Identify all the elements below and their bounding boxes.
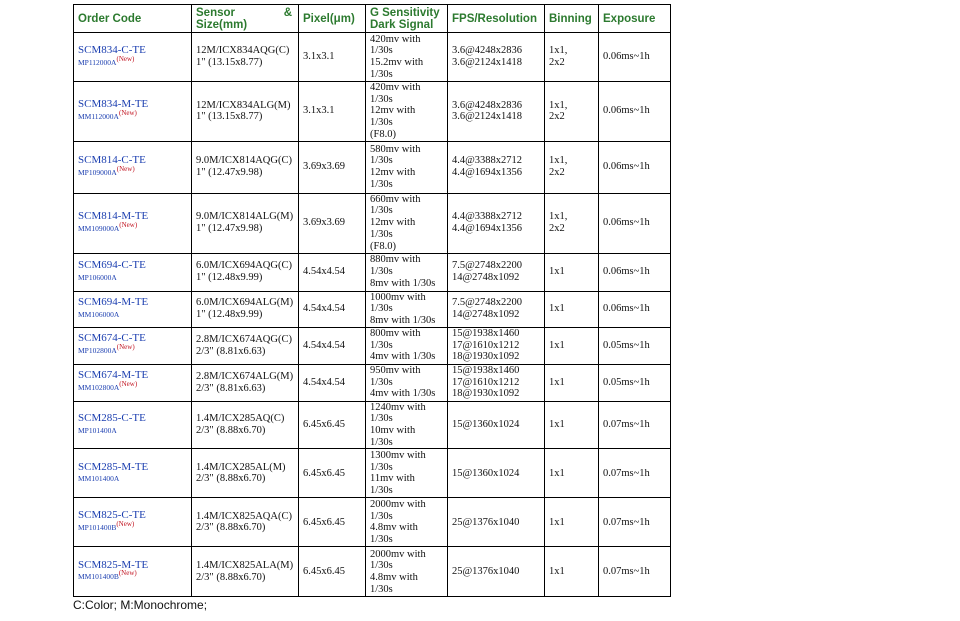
header-binning-label: Binning xyxy=(549,12,592,25)
exposure-cell xyxy=(599,33,671,82)
sensor-line: 2/3" (8.88x6.70) xyxy=(196,522,266,534)
header-sensor xyxy=(192,5,299,33)
sensitivity-line: 1/30s xyxy=(370,155,393,167)
fps-line: 3.6@2124x1418 xyxy=(452,111,523,123)
sensitivity-line: (F8.0) xyxy=(370,128,396,140)
part-number: MM109000A xyxy=(78,223,120,233)
fps-line: 3.6@4248x2836 xyxy=(452,45,523,57)
sensitivity-line: 1/30s xyxy=(370,178,393,190)
sensitivity-line: 12mv with xyxy=(370,105,416,117)
table-row xyxy=(74,193,671,253)
order-code-cell xyxy=(74,364,192,401)
sensitivity-line: 4.8mv with xyxy=(370,571,418,583)
sensitivity-cell xyxy=(366,291,448,327)
exposure-range: 0.05ms~1h xyxy=(603,339,650,351)
fps-line: 17@1610x1212 xyxy=(452,339,520,351)
sensitivity-line: 4mv with 1/30s xyxy=(370,388,436,400)
header-pixel-label: Pixel(μm) xyxy=(303,12,355,25)
sensitivity-line: 11mv with xyxy=(370,473,415,485)
sensitivity-line: 1/30s xyxy=(370,461,393,473)
binning-cell xyxy=(545,547,599,597)
order-code-cell xyxy=(74,291,192,327)
new-badge: (New) xyxy=(119,220,138,229)
binning-cell xyxy=(545,193,599,253)
new-badge: (New) xyxy=(116,54,135,63)
pixel-cell xyxy=(299,82,366,142)
exposure-cell xyxy=(599,547,671,597)
fps-line: 14@2748x1092 xyxy=(452,309,520,321)
fps-line: 4.4@3388x2712 xyxy=(452,155,523,167)
order-code: SCM834-C-TE xyxy=(78,43,146,56)
exposure-range: 0.06ms~1h xyxy=(603,303,650,315)
new-badge: (New) xyxy=(116,519,135,528)
pixel-size: 4.54x4.54 xyxy=(303,266,345,278)
sensor-line: 1" (13.15x8.77) xyxy=(196,111,263,123)
fps-line: 4.4@3388x2712 xyxy=(452,211,523,223)
sensor-cell xyxy=(192,498,299,547)
sensor-line: 2.8M/ICX674AQG(C) xyxy=(196,333,292,345)
sensor-line: 2/3" (8.81x6.63) xyxy=(196,382,266,394)
fps-line: 4.4@1694x1356 xyxy=(452,167,523,179)
header-order-code-label: Order Code xyxy=(78,12,142,25)
sensor-line: 2/3" (8.88x6.70) xyxy=(196,473,266,485)
pixel-cell xyxy=(299,547,366,597)
sensor-line: 9.0M/ICX814AQG(C) xyxy=(196,155,292,167)
sensitivity-line: 1/30s xyxy=(370,583,393,595)
binning-cell xyxy=(545,141,599,193)
fps-cell xyxy=(448,327,545,364)
pixel-size: 3.69x3.69 xyxy=(303,161,345,173)
fps-line: 3.6@4248x2836 xyxy=(452,99,523,111)
sensitivity-line: 12mv with xyxy=(370,217,416,229)
order-code: SCM825-C-TE xyxy=(78,509,146,522)
fps-line: 3.6@2124x1418 xyxy=(452,57,523,68)
sensor-line: 1.4M/ICX285AL(M) xyxy=(196,461,286,473)
binning-line: 1x1 xyxy=(549,419,565,431)
binning-line: 1x1 xyxy=(549,376,565,388)
pixel-size: 6.45x6.45 xyxy=(303,467,345,479)
header-binning xyxy=(545,5,599,33)
sensitivity-line: 15.2mv with xyxy=(370,57,424,68)
binning-cell xyxy=(545,327,599,364)
pixel-size: 3.1x3.1 xyxy=(303,105,335,117)
pixel-size: 6.45x6.45 xyxy=(303,516,345,528)
binning-line: 1x1 xyxy=(549,516,565,528)
sensor-line: 1" (12.47x9.98) xyxy=(196,223,263,235)
exposure-cell xyxy=(599,82,671,142)
pixel-size: 3.1x3.1 xyxy=(303,51,335,63)
sensor-line: 1" (13.15x8.77) xyxy=(196,57,263,68)
sensitivity-line: 2000mv with xyxy=(370,548,426,560)
exposure-cell xyxy=(599,253,671,291)
exposure-range: 0.06ms~1h xyxy=(603,105,650,117)
sensitivity-line: 10mv with xyxy=(370,425,416,437)
new-badge: (New) xyxy=(118,569,137,578)
sensor-cell xyxy=(192,253,299,291)
order-code: SCM825-M-TE xyxy=(78,558,149,571)
pixel-cell xyxy=(299,141,366,193)
sensor-line: 12M/ICX834ALG(M) xyxy=(196,99,291,111)
fps-cell xyxy=(448,291,545,327)
sensitivity-line: 1/30s xyxy=(370,117,393,129)
table-row xyxy=(74,141,671,193)
fps-line: 15@1938x1460 xyxy=(452,328,520,340)
header-exposure-label: Exposure xyxy=(603,12,656,25)
sensitivity-line: 1/30s xyxy=(370,303,393,315)
part-number: MP101400A xyxy=(78,426,117,436)
sensor-line: 2/3" (8.88x6.70) xyxy=(196,571,266,583)
pixel-cell xyxy=(299,291,366,327)
binning-cell xyxy=(545,33,599,82)
header-fps xyxy=(448,5,545,33)
exposure-range: 0.05ms~1h xyxy=(603,376,650,388)
order-code-cell xyxy=(74,327,192,364)
sensor-line: 12M/ICX834AQG(C) xyxy=(196,45,290,57)
part-number: MP101400B xyxy=(78,522,117,532)
sensor-cell xyxy=(192,82,299,142)
sensor-cell xyxy=(192,547,299,597)
sensitivity-line: 1/30s xyxy=(370,339,393,351)
sensitivity-line: 1/30s xyxy=(370,534,393,546)
fps-line: 18@1930x1092 xyxy=(452,351,520,363)
fps-line: 17@1610x1212 xyxy=(452,376,520,388)
part-number: MM101400B xyxy=(78,572,119,582)
binning-line: 1x1, xyxy=(549,211,568,223)
sensitivity-line: 580mv with xyxy=(370,143,421,155)
order-code-cell xyxy=(74,253,192,291)
header-sensor-amp: & xyxy=(283,7,292,19)
sensor-cell xyxy=(192,401,299,449)
sensor-cell xyxy=(192,449,299,498)
binning-line: 1x1, xyxy=(549,45,568,57)
new-badge: (New) xyxy=(119,380,138,389)
fps-cell xyxy=(448,401,545,449)
exposure-range: 0.06ms~1h xyxy=(603,217,650,229)
sensitivity-cell xyxy=(366,193,448,253)
fps-line: 7.5@2748x2200 xyxy=(452,260,523,272)
header-pixel xyxy=(299,5,366,33)
sensitivity-cell xyxy=(366,547,448,597)
pixel-cell xyxy=(299,33,366,82)
sensitivity-line: 1/30s xyxy=(370,413,393,425)
binning-cell xyxy=(545,401,599,449)
binning-cell xyxy=(545,498,599,547)
fps-cell xyxy=(448,193,545,253)
sensor-line: 1" (12.47x9.98) xyxy=(196,167,263,179)
fps-line: 7.5@2748x2200 xyxy=(452,297,523,309)
order-code-cell xyxy=(74,82,192,142)
table-row xyxy=(74,401,671,449)
binning-line: 1x1 xyxy=(549,566,565,578)
header-g-sensitivity-label: G Sensitivity xyxy=(370,6,440,19)
sensitivity-line: 880mv with xyxy=(370,254,421,266)
order-code: SCM694-C-TE xyxy=(78,259,146,272)
fps-cell xyxy=(448,141,545,193)
sensor-cell xyxy=(192,364,299,401)
table-row xyxy=(74,82,671,142)
order-code: SCM674-C-TE xyxy=(78,332,146,345)
sensitivity-cell xyxy=(366,141,448,193)
fps-line: 15@1360x1024 xyxy=(452,467,520,479)
sensitivity-line: 420mv with xyxy=(370,33,421,45)
sensor-cell xyxy=(192,327,299,364)
sensitivity-line: 1/30s xyxy=(370,93,393,105)
table-row xyxy=(74,327,671,364)
fps-line: 14@2748x1092 xyxy=(452,272,520,284)
pixel-cell xyxy=(299,327,366,364)
exposure-cell xyxy=(599,364,671,401)
header-g-sensitivity xyxy=(366,5,448,33)
order-code: SCM285-C-TE xyxy=(78,412,146,425)
camera-spec-table xyxy=(73,4,671,597)
sensitivity-cell xyxy=(366,82,448,142)
new-badge: (New) xyxy=(116,164,135,173)
table-row xyxy=(74,364,671,401)
sensor-line: 9.0M/ICX814ALG(M) xyxy=(196,211,294,223)
sensitivity-line: 1/30s xyxy=(370,45,393,57)
new-badge: (New) xyxy=(118,108,137,117)
header-sensor-label: Sensor xyxy=(196,6,235,19)
binning-line: 2x2 xyxy=(549,111,565,123)
sensitivity-cell xyxy=(366,33,448,82)
binning-cell xyxy=(545,449,599,498)
sensor-line: 1.4M/ICX825AQA(C) xyxy=(196,510,292,522)
part-number: MM106000A xyxy=(78,310,120,320)
exposure-range: 0.07ms~1h xyxy=(603,467,650,479)
binning-line: 1x1, xyxy=(549,155,568,167)
order-code-cell xyxy=(74,141,192,193)
sensitivity-line: 12mv with xyxy=(370,167,416,179)
exposure-cell xyxy=(599,141,671,193)
exposure-cell xyxy=(599,449,671,498)
part-number: MP102800A xyxy=(78,346,117,356)
order-code: SCM814-C-TE xyxy=(78,153,146,166)
binning-line: 1x1 xyxy=(549,339,565,351)
pixel-cell xyxy=(299,193,366,253)
fps-line: 18@1930x1092 xyxy=(452,388,520,400)
pixel-cell xyxy=(299,253,366,291)
pixel-cell xyxy=(299,449,366,498)
table-row xyxy=(74,498,671,547)
sensor-line: 2/3" (8.88x6.70) xyxy=(196,425,266,437)
sensor-cell xyxy=(192,291,299,327)
sensitivity-line: 8mv with 1/30s xyxy=(370,314,436,326)
fps-line: 4.4@1694x1356 xyxy=(452,223,523,235)
sensitivity-cell xyxy=(366,498,448,547)
sensitivity-line: (F8.0) xyxy=(370,240,396,252)
fps-line: 25@1376x1040 xyxy=(452,566,520,578)
sensitivity-cell xyxy=(366,401,448,449)
header-order-code xyxy=(74,5,192,33)
sensor-cell xyxy=(192,33,299,82)
sensitivity-line: 420mv with xyxy=(370,82,421,93)
order-code-cell xyxy=(74,401,192,449)
sensor-line: 1.4M/ICX825ALA(M) xyxy=(196,560,294,572)
exposure-cell xyxy=(599,291,671,327)
order-code-cell xyxy=(74,498,192,547)
table-row xyxy=(74,253,671,291)
binning-cell xyxy=(545,253,599,291)
sensitivity-line: 1/30s xyxy=(370,376,393,388)
sensor-line: 2/3" (8.81x6.63) xyxy=(196,345,266,357)
binning-line: 2x2 xyxy=(549,57,565,68)
part-number: MP112000A xyxy=(78,57,117,67)
fps-line: 15@1938x1460 xyxy=(452,365,520,377)
order-code: SCM834-M-TE xyxy=(78,98,149,111)
footnote: C:Color; M:Monochrome; xyxy=(73,598,208,612)
table-header-row xyxy=(74,5,671,33)
sensitivity-line: 800mv with xyxy=(370,328,421,340)
pixel-cell xyxy=(299,364,366,401)
table-body xyxy=(74,33,671,597)
header-fps-label: FPS/Resolution xyxy=(452,12,537,25)
fps-cell xyxy=(448,33,545,82)
binning-line: 1x1, xyxy=(549,99,568,111)
sensitivity-cell xyxy=(366,327,448,364)
binning-line: 2x2 xyxy=(549,223,565,235)
table-row xyxy=(74,547,671,597)
part-number: MP109000A xyxy=(78,167,117,177)
order-code-cell xyxy=(74,193,192,253)
pixel-cell xyxy=(299,498,366,547)
fps-cell xyxy=(448,449,545,498)
fps-cell xyxy=(448,82,545,142)
order-code-cell xyxy=(74,33,192,82)
sensitivity-line: 1300mv with xyxy=(370,450,426,462)
pixel-size: 4.54x4.54 xyxy=(303,339,345,351)
sensitivity-line: 1/30s xyxy=(370,266,393,278)
table-row xyxy=(74,33,671,82)
sensitivity-line: 4.8mv with xyxy=(370,522,418,534)
sensor-line: 1" (12.48x9.99) xyxy=(196,309,263,321)
header-size-label: Size(mm) xyxy=(196,18,248,31)
binning-cell xyxy=(545,291,599,327)
sensor-cell xyxy=(192,141,299,193)
sensitivity-cell xyxy=(366,253,448,291)
header-dark-signal-label: Dark Signal xyxy=(370,18,434,31)
pixel-size: 4.54x4.54 xyxy=(303,303,345,315)
sensitivity-line: 8mv with 1/30s xyxy=(370,277,436,289)
pixel-size: 6.45x6.45 xyxy=(303,419,345,431)
fps-cell xyxy=(448,547,545,597)
binning-line: 1x1 xyxy=(549,467,565,479)
part-number: MM102800A xyxy=(78,383,120,393)
sensitivity-cell xyxy=(366,449,448,498)
sensitivity-line: 1/30s xyxy=(370,436,393,448)
exposure-cell xyxy=(599,193,671,253)
order-code: SCM285-M-TE xyxy=(78,460,149,473)
sensitivity-line: 1/30s xyxy=(370,68,393,80)
binning-line: 1x1 xyxy=(549,303,565,315)
header-exposure xyxy=(599,5,671,33)
sensitivity-line: 1000mv with xyxy=(370,291,426,303)
fps-line: 25@1376x1040 xyxy=(452,516,520,528)
sensitivity-line: 660mv with xyxy=(370,193,421,205)
order-code-cell xyxy=(74,547,192,597)
pixel-size: 3.69x3.69 xyxy=(303,217,345,229)
sensitivity-line: 1/30s xyxy=(370,510,393,522)
sensitivity-line: 4mv with 1/30s xyxy=(370,351,436,363)
sensitivity-line: 1240mv with xyxy=(370,401,426,413)
fps-line: 15@1360x1024 xyxy=(452,419,520,431)
binning-cell xyxy=(545,364,599,401)
exposure-range: 0.06ms~1h xyxy=(603,161,650,173)
binning-line: 1x1 xyxy=(549,266,565,278)
exposure-range: 0.07ms~1h xyxy=(603,566,650,578)
pixel-cell xyxy=(299,401,366,449)
sensitivity-line: 1/30s xyxy=(370,560,393,572)
sensor-cell xyxy=(192,193,299,253)
sensor-line: 1" (12.48x9.99) xyxy=(196,272,263,284)
sensor-line: 2.8M/ICX674ALG(M) xyxy=(196,370,294,382)
exposure-cell xyxy=(599,327,671,364)
table-row xyxy=(74,449,671,498)
sensitivity-line: 1/30s xyxy=(370,228,393,240)
exposure-range: 0.07ms~1h xyxy=(603,419,650,431)
fps-cell xyxy=(448,498,545,547)
sensitivity-cell xyxy=(366,364,448,401)
exposure-range: 0.07ms~1h xyxy=(603,516,650,528)
order-code: SCM814-M-TE xyxy=(78,209,149,222)
sensor-line: 6.0M/ICX694ALG(M) xyxy=(196,297,294,309)
exposure-cell xyxy=(599,401,671,449)
sensitivity-line: 1/30s xyxy=(370,205,393,217)
fps-cell xyxy=(448,253,545,291)
pixel-size: 6.45x6.45 xyxy=(303,566,345,578)
order-code-cell xyxy=(74,449,192,498)
exposure-range: 0.06ms~1h xyxy=(603,266,650,278)
new-badge: (New) xyxy=(116,343,135,352)
exposure-cell xyxy=(599,498,671,547)
sensor-line: 6.0M/ICX694AQG(C) xyxy=(196,260,292,272)
part-number: MP106000A xyxy=(78,273,117,283)
part-number: MM101400A xyxy=(78,474,120,484)
sensor-line: 1.4M/ICX285AQ(C) xyxy=(196,413,285,425)
binning-cell xyxy=(545,82,599,142)
exposure-range: 0.06ms~1h xyxy=(603,51,650,63)
part-number: MM112000A xyxy=(78,111,119,121)
sensitivity-line: 1/30s xyxy=(370,485,393,497)
sensitivity-line: 2000mv with xyxy=(370,499,426,511)
sensitivity-line: 950mv with xyxy=(370,365,421,377)
order-code: SCM674-M-TE xyxy=(78,369,149,382)
order-code: SCM694-M-TE xyxy=(78,296,149,309)
fps-cell xyxy=(448,364,545,401)
pixel-size: 4.54x4.54 xyxy=(303,376,345,388)
table-row xyxy=(74,291,671,327)
binning-line: 2x2 xyxy=(549,167,565,179)
